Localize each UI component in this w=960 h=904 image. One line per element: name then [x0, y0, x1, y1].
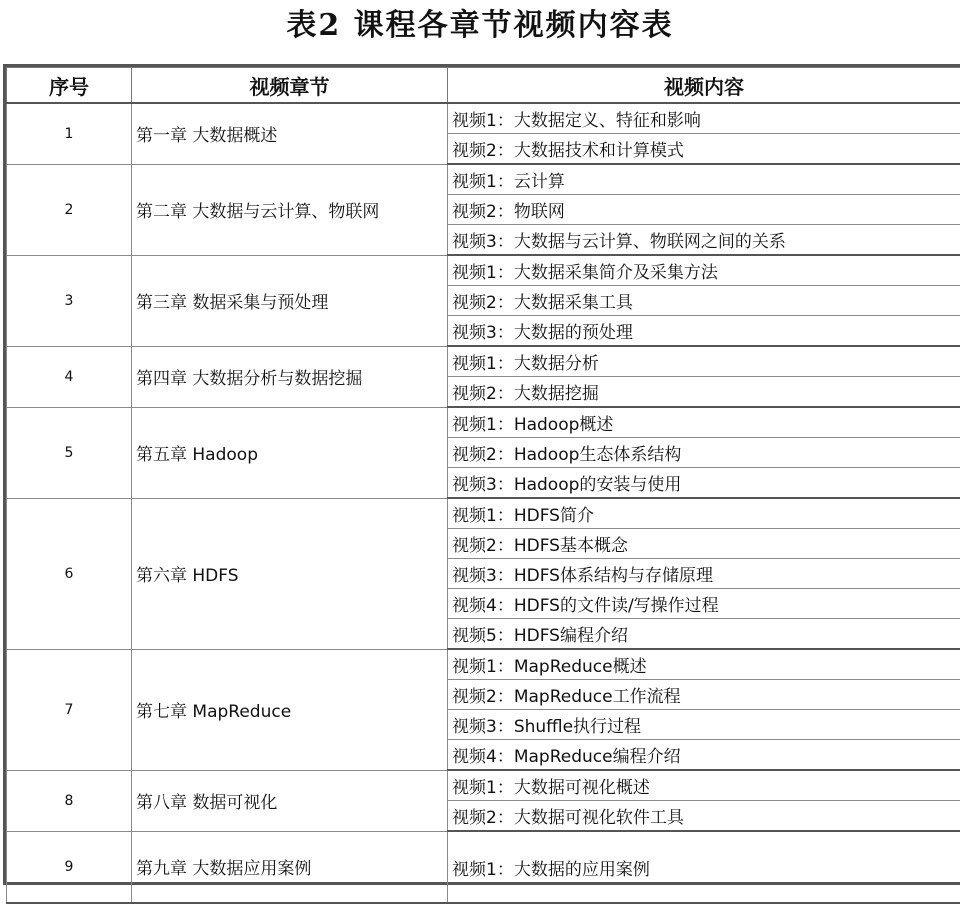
video-cell: 视频3：大数据的预处理	[448, 316, 960, 347]
row-number: 6	[7, 498, 132, 649]
video-cell: 视频1：大数据分析	[448, 346, 960, 377]
chapter-cell: 第一章 大数据概述	[132, 103, 448, 164]
row-number: 8	[7, 770, 132, 831]
video-cell: 视频1：MapReduce概述	[448, 649, 960, 680]
table-row	[7, 831, 960, 903]
video-cell: 视频1：Hadoop概述	[448, 407, 960, 438]
table-row	[7, 770, 960, 801]
video-cell: 视频2：大数据技术和计算模式	[448, 134, 960, 165]
table-row	[7, 103, 960, 134]
video-cell: 视频4：MapReduce编程介绍	[448, 740, 960, 771]
video-cell: 视频1：HDFS简介	[448, 498, 960, 529]
row-number: 3	[7, 255, 132, 346]
table-row	[7, 346, 960, 377]
video-cell: 视频4：HDFS的文件读/写操作过程	[448, 589, 960, 619]
row-number: 4	[7, 346, 132, 407]
header-number: 序号	[7, 68, 132, 104]
video-content-table-wrapper	[3, 64, 960, 885]
video-cell: 视频3：大数据与云计算、物联网之间的关系	[448, 225, 960, 256]
video-cell: 视频5：HDFS编程介绍	[448, 619, 960, 650]
table-header-row	[7, 68, 960, 104]
row-number: 2	[7, 164, 132, 255]
video-cell: 视频2：大数据采集工具	[448, 286, 960, 316]
video-cell: 视频2：大数据挖掘	[448, 377, 960, 408]
table-row	[7, 498, 960, 529]
video-cell: 视频2：HDFS基本概念	[448, 529, 960, 559]
header-chapter: 视频章节	[132, 68, 448, 104]
row-number: 9	[7, 831, 132, 903]
video-content-table	[6, 67, 960, 904]
row-number: 1	[7, 103, 132, 164]
video-cell: 视频1：大数据的应用案例	[448, 831, 960, 903]
table-row	[7, 649, 960, 680]
video-cell: 视频3：Hadoop的安装与使用	[448, 468, 960, 499]
video-cell: 视频2：物联网	[448, 195, 960, 225]
table-body	[7, 103, 960, 903]
video-cell: 视频2：Hadoop生态体系结构	[448, 438, 960, 468]
table-title: 表2 课程各章节视频内容表	[0, 0, 960, 52]
video-cell: 视频2：MapReduce工作流程	[448, 680, 960, 710]
video-cell: 视频1：大数据可视化概述	[448, 770, 960, 801]
table-row	[7, 164, 960, 195]
chapter-cell: 第三章 数据采集与预处理	[132, 255, 448, 346]
row-number: 5	[7, 407, 132, 498]
video-cell: 视频1：大数据定义、特征和影响	[448, 103, 960, 134]
chapter-cell: 第五章 Hadoop	[132, 407, 448, 498]
chapter-cell: 第四章 大数据分析与数据挖掘	[132, 346, 448, 407]
row-number: 7	[7, 649, 132, 770]
video-cell: 视频1：大数据采集简介及采集方法	[448, 255, 960, 286]
header-content: 视频内容	[448, 68, 960, 104]
table-row	[7, 407, 960, 438]
chapter-cell: 第六章 HDFS	[132, 498, 448, 649]
video-cell: 视频3：HDFS体系结构与存储原理	[448, 559, 960, 589]
video-cell: 视频2：大数据可视化软件工具	[448, 801, 960, 832]
chapter-cell: 第七章 MapReduce	[132, 649, 448, 770]
chapter-cell: 第二章 大数据与云计算、物联网	[132, 164, 448, 255]
chapter-cell: 第九章 大数据应用案例	[132, 831, 448, 903]
video-cell: 视频3：Shuffle执行过程	[448, 710, 960, 740]
table-row	[7, 255, 960, 286]
video-cell: 视频1：云计算	[448, 164, 960, 195]
chapter-cell: 第八章 数据可视化	[132, 770, 448, 831]
